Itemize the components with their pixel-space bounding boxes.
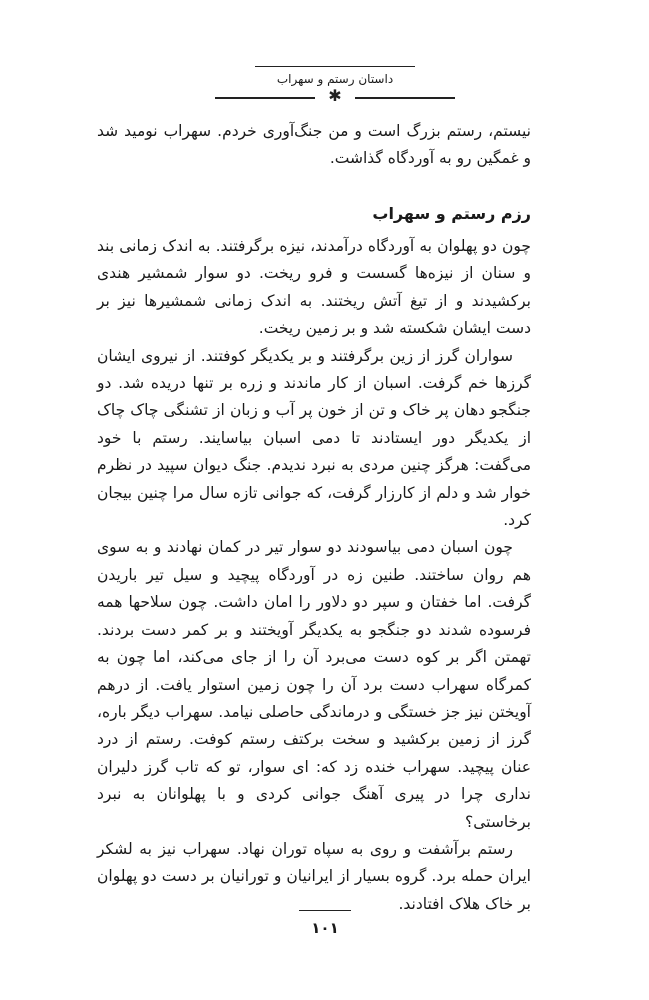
running-header-title: داستان رستم و سهراب	[276, 72, 394, 86]
body-paragraph: رستم برآشفت و روی به سپاه توران نهاد. سهراب نیز به لشکر ایران حمله برد. گروه بسیار از ایرانیان و تورانیان بر دست دو پهلوان بر خاک هلاک افتادند.	[97, 839, 531, 913]
body-paragraph: سواران گرز از زین برگرفتند و بر یکدیگر کوفتند. از نیروی ایشان گرزها خم گرفت. اسبان از کار ماندند و زره بر تنها دریده شد. دو جنگجو دهان پر خاک و تن از خون پر آب و زبان از تشنگی چاک چاک از یکدیگر دور ایستادند تا دمی اسبان بیاسایند. رستم با خود می‌گفت: هرگز چنین مردی به نبرد ندیدم. جنگ دیوان سپید در نظرم خوار شد و دلم از کارزار گرفت، که جوانی تازه سال مرا چنین بیجان کرد.	[97, 346, 531, 530]
body-paragraph: چون دو پهلوان به آوردگاه درآمدند، نیزه برگرفتند. به اندک زمانی بند و سنان از نیزه‌ها گسست و فرو ریخت. دو سوار شمشیر هندی برکشیدند و از تیغ آتش ریختند. به اندک زمانی شمشیرها نیز بر دست ایشان شکسته شد و بر زمین ریخت.	[97, 237, 531, 338]
ornament-icon: ✱	[328, 86, 342, 105]
folio-rule	[299, 910, 351, 911]
page-folio	[290, 910, 360, 937]
section-heading: رزم رستم و سهراب	[372, 204, 531, 223]
continued-paragraph-block	[97, 118, 531, 173]
body-paragraph: چون اسبان دمی بیاسودند دو سوار تیر در کمان نهادند و به سوی هم روان ساختند. طنین زه در آوردگاه پیچید و سیل تیر باریدن گرفت. اما خفتان و سپر دو دلاور را امان داشت. چون سلاحها همه فرسوده شدند دو جنگجو به یکدیگر آویختند و بر کمر دست بردند. تهمتن اگر بر کوه دست می‌برد آن را از جای می‌کند، اما چون به کمرگاه سهراب دست برد آن را چون زمین استوار یافت. از درهم آویختن نیز جز خستگی و درماندگی حاصلی نیامد. سهراب دیگر باره، گرز از زمین برکشید و سخت برکتف رستم کوفت. رستم از درد عنان پیچید. سهراب خنده زد که: ای سوار، تو که تاب گرز دلیران نداری چرا در پیری آهنگ جوانی کردی و با پهلوانان به نبرد برخاستی؟	[97, 538, 531, 831]
body-paragraph: نیستم، رستم بزرگ است و من جنگ‌آوری خردم. سهراب نومید شد و غمگین رو به آوردگاه گذاشت.	[97, 122, 531, 168]
page-number: ۱۰۱	[311, 919, 339, 937]
header-rule-right	[355, 97, 455, 99]
header-rule-top	[255, 66, 415, 67]
running-header	[215, 60, 455, 110]
section-body	[97, 233, 531, 918]
header-rule-left	[215, 97, 315, 99]
